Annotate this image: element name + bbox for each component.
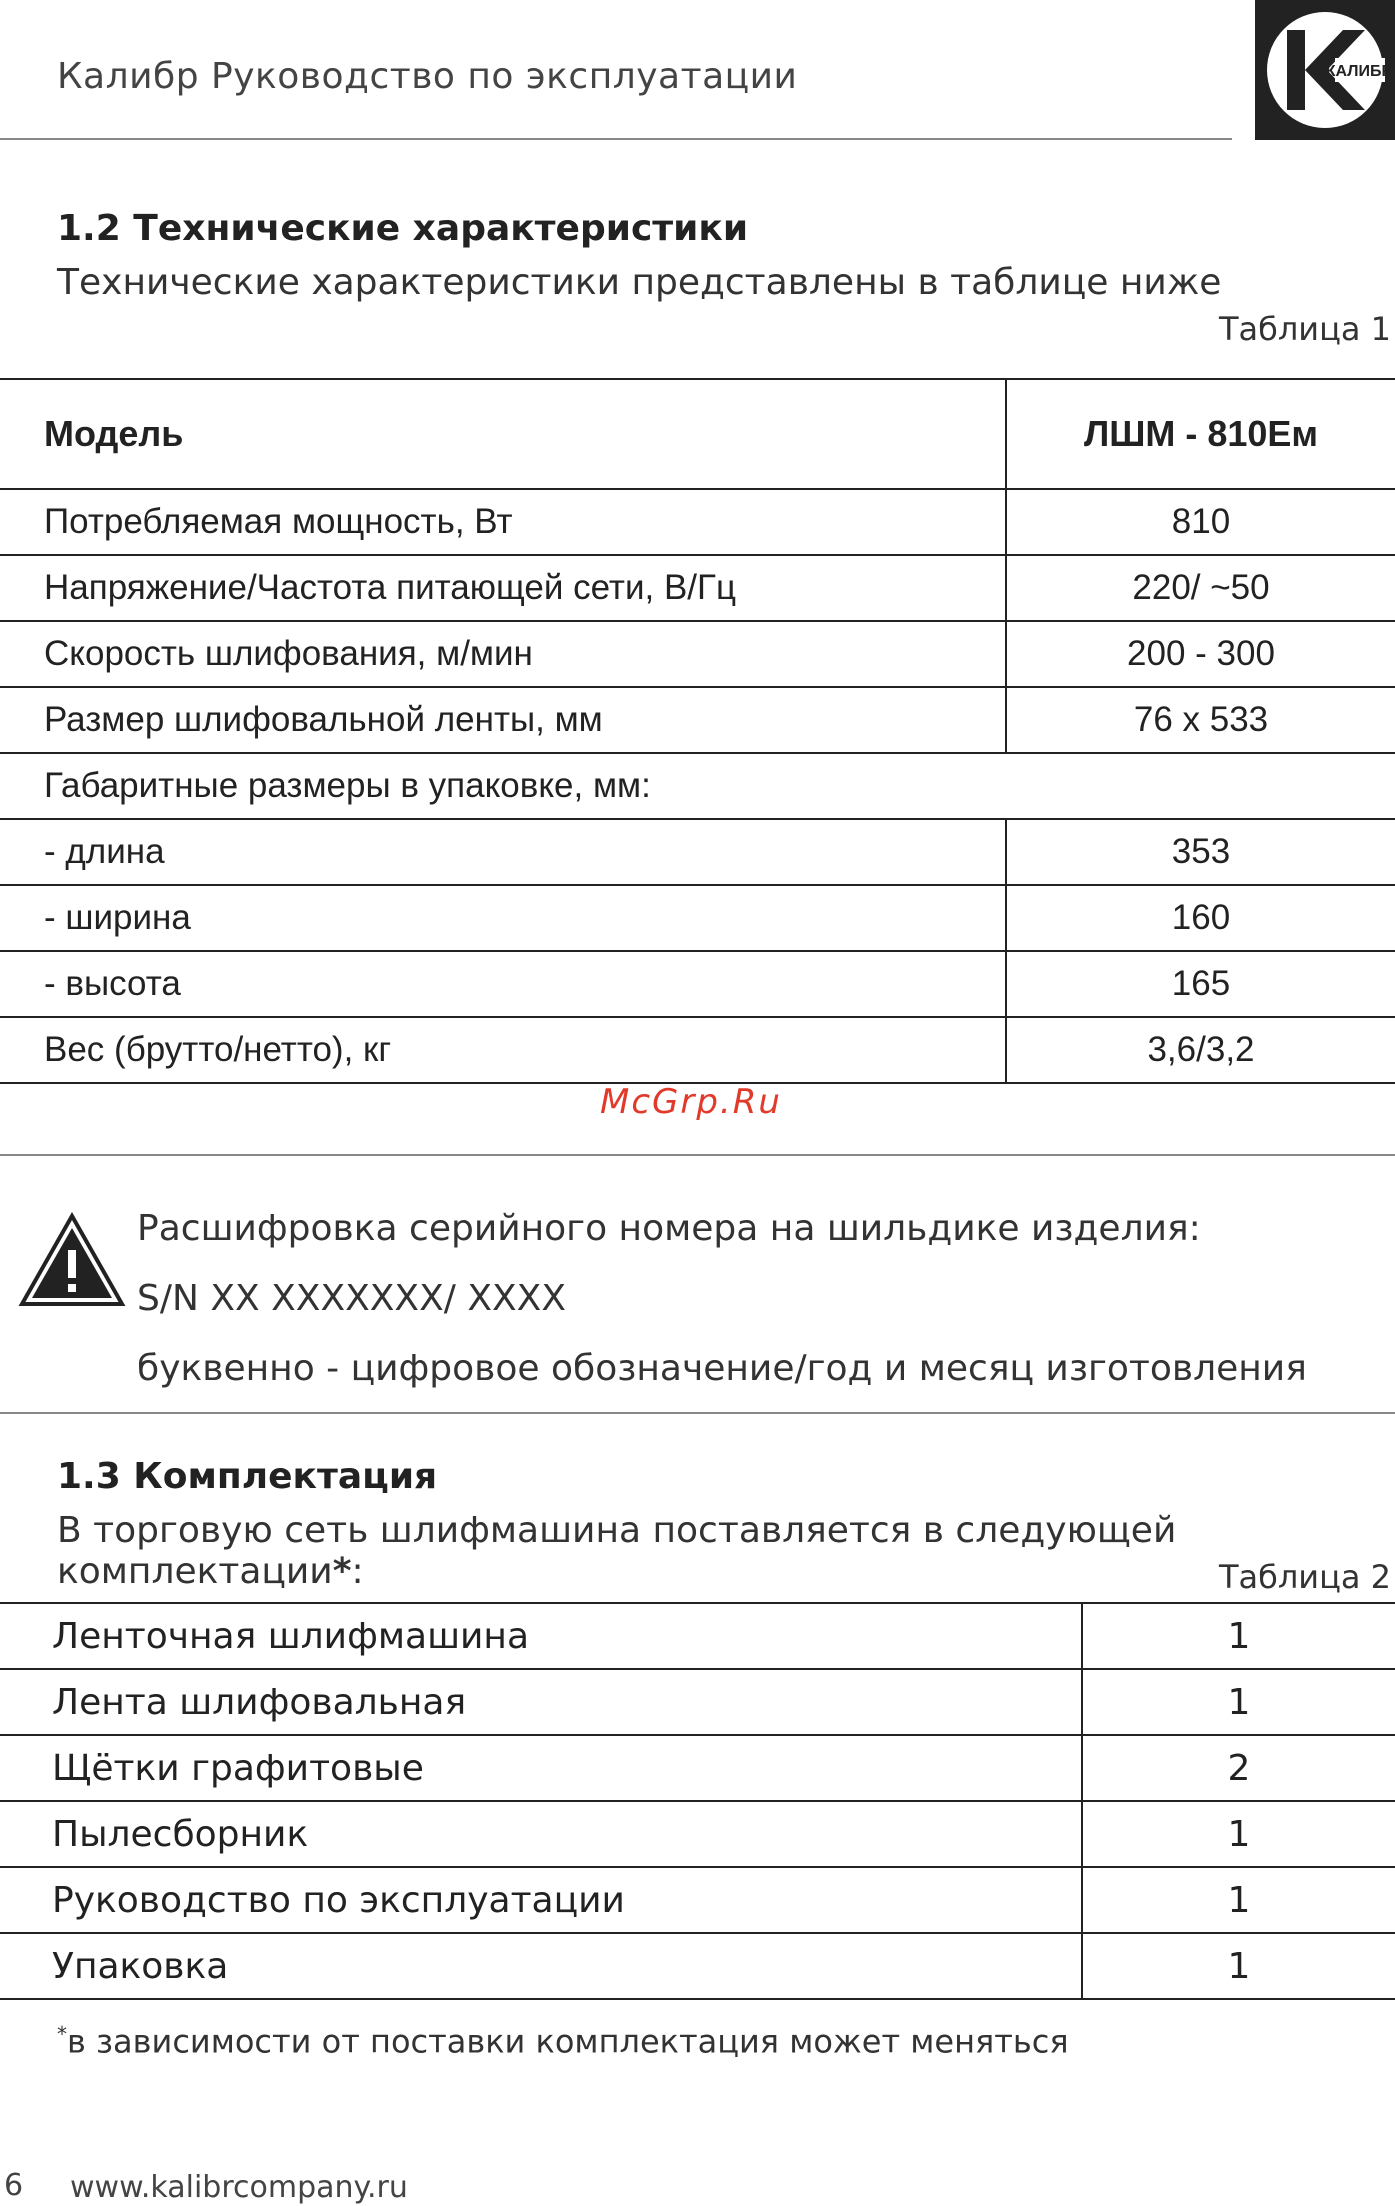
table-row xyxy=(0,1933,1395,1999)
header-title: Калибр Руководство по эксплуатации xyxy=(57,56,798,97)
table-row xyxy=(0,885,1395,951)
warning-triangle-icon xyxy=(18,1212,126,1308)
website-link[interactable]: www.kalibrcompany.ru xyxy=(70,2170,408,2205)
kalibr-logo xyxy=(1255,0,1395,140)
kit-item-label: Руководство по эксплуатации xyxy=(0,1867,1082,1933)
kit-item-qty: 1 xyxy=(1082,1867,1395,1933)
kit-item-qty: 1 xyxy=(1082,1603,1395,1669)
table2-caption: Таблица 2 xyxy=(1218,1558,1391,1596)
spec-value: 160 xyxy=(1006,885,1395,951)
spec-group-label: Габаритные размеры в упаковке, мм: xyxy=(0,753,1395,819)
kit-footnote: *в зависимости от поставки комплектация может меняться xyxy=(57,2022,1069,2061)
notice-serial-format: S/N XX XXXXXXX/ XXXX xyxy=(137,1278,566,1319)
spec-label: Скорость шлифования, м/мин xyxy=(0,621,1006,687)
spec-value: 200 - 300 xyxy=(1006,621,1395,687)
spec-value: 165 xyxy=(1006,951,1395,1017)
section-specs-intro: Технические характеристики представлены в таблице ниже xyxy=(57,262,1222,303)
kit-item-qty: 1 xyxy=(1082,1801,1395,1867)
table-row xyxy=(0,1017,1395,1083)
table-row xyxy=(0,687,1395,753)
spec-label: Размер шлифовальной ленты, мм xyxy=(0,687,1006,753)
table-row xyxy=(0,819,1395,885)
kit-item-qty: 1 xyxy=(1082,1933,1395,1999)
page-number: 6 xyxy=(4,2168,24,2203)
table-row xyxy=(0,1603,1395,1669)
specs-table-header xyxy=(0,379,1395,489)
kit-item-qty: 1 xyxy=(1082,1669,1395,1735)
spec-value: 3,6/3,2 xyxy=(1006,1017,1395,1083)
table-row xyxy=(0,1801,1395,1867)
kalibr-logo-icon xyxy=(1255,0,1395,140)
table-row xyxy=(0,753,1395,819)
section-specs-title: 1.2 Технические характеристики xyxy=(57,208,749,249)
spec-value: 76 х 533 xyxy=(1006,687,1395,753)
kit-item-qty: 2 xyxy=(1082,1735,1395,1801)
kit-item-label: Лента шлифовальная xyxy=(0,1669,1082,1735)
spec-value: 220/ ~50 xyxy=(1006,555,1395,621)
table-row xyxy=(0,1735,1395,1801)
spec-label: Напряжение/Частота питающей сети, В/Гц xyxy=(0,555,1006,621)
header-divider xyxy=(0,138,1232,140)
specs-table xyxy=(0,378,1395,1084)
spec-label: Вес (брутто/нетто), кг xyxy=(0,1017,1006,1083)
spec-value: 353 xyxy=(1006,819,1395,885)
kit-item-label: Ленточная шлифмашина xyxy=(0,1603,1082,1669)
kit-item-label: Щётки графитовые xyxy=(0,1735,1082,1801)
specs-header-value: ЛШМ - 810Ем xyxy=(1006,379,1395,489)
table-row xyxy=(0,951,1395,1017)
table-row xyxy=(0,555,1395,621)
spec-label: Потребляемая мощность, Вт xyxy=(0,489,1006,555)
kit-table xyxy=(0,1602,1395,2000)
section-kit-intro: В торговую сеть шлифмашина поставляется в следующей комплектации*: xyxy=(57,1510,1177,1592)
spec-label: - длина xyxy=(0,819,1006,885)
watermark: McGrp.Ru xyxy=(600,1082,782,1122)
specs-header-label: Модель xyxy=(0,379,1006,489)
svg-text:КАЛИБР: КАЛИБР xyxy=(1325,63,1393,80)
table-row xyxy=(0,489,1395,555)
table-row xyxy=(0,1669,1395,1735)
table-row xyxy=(0,621,1395,687)
notice-line-1: Расшифровка серийного номера на шильдике изделия: xyxy=(137,1208,1201,1249)
spec-label: - ширина xyxy=(0,885,1006,951)
notice-line-3: буквенно - цифровое обозначение/год и месяц изготовления xyxy=(137,1348,1307,1389)
spec-label: - высота xyxy=(0,951,1006,1017)
kit-item-label: Упаковка xyxy=(0,1933,1082,1999)
notice-top-divider xyxy=(0,1154,1395,1156)
kit-item-label: Пылесборник xyxy=(0,1801,1082,1867)
table-row xyxy=(0,1867,1395,1933)
section-kit-title: 1.3 Комплектация xyxy=(57,1456,438,1497)
notice-bottom-divider xyxy=(0,1412,1395,1414)
table1-caption: Таблица 1 xyxy=(1218,310,1391,348)
spec-value: 810 xyxy=(1006,489,1395,555)
